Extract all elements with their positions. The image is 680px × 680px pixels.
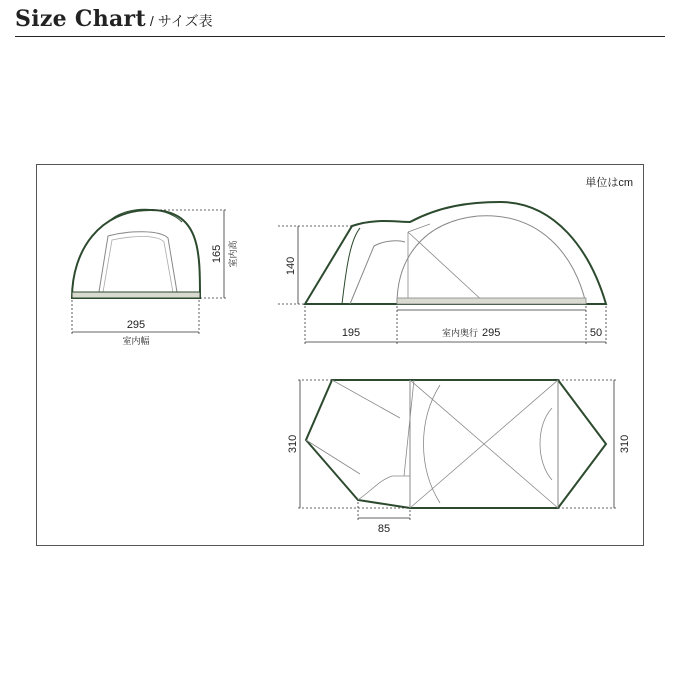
top-tent-outline xyxy=(306,380,606,508)
side-floor xyxy=(397,298,586,304)
side-depth-value: 295 xyxy=(482,327,501,339)
front-width-value: 295 xyxy=(126,319,146,331)
front-height-value: 165 xyxy=(211,244,223,264)
side-vestibule-value: 195 xyxy=(341,327,361,339)
top-door-value: 85 xyxy=(377,523,391,535)
front-width-label: 室内幅 xyxy=(122,336,150,346)
top-view xyxy=(287,380,631,535)
top-left-width-value: 310 xyxy=(287,434,299,454)
page-title: Size Chart / サイズ表 xyxy=(15,6,213,32)
side-depth-label: 室内奥行 xyxy=(441,328,478,338)
page-subtitle: / サイズ表 xyxy=(149,13,213,29)
side-rear-value: 50 xyxy=(589,327,603,339)
unit-label: 単位はcm xyxy=(585,177,633,189)
side-height-value: 140 xyxy=(285,256,297,276)
front-floor xyxy=(72,292,200,298)
front-height-label: 室内高 xyxy=(228,240,238,268)
front-tent-outline xyxy=(72,210,200,298)
front-view xyxy=(72,209,238,346)
top-right-width-value: 310 xyxy=(619,434,631,454)
side-view xyxy=(278,202,606,346)
